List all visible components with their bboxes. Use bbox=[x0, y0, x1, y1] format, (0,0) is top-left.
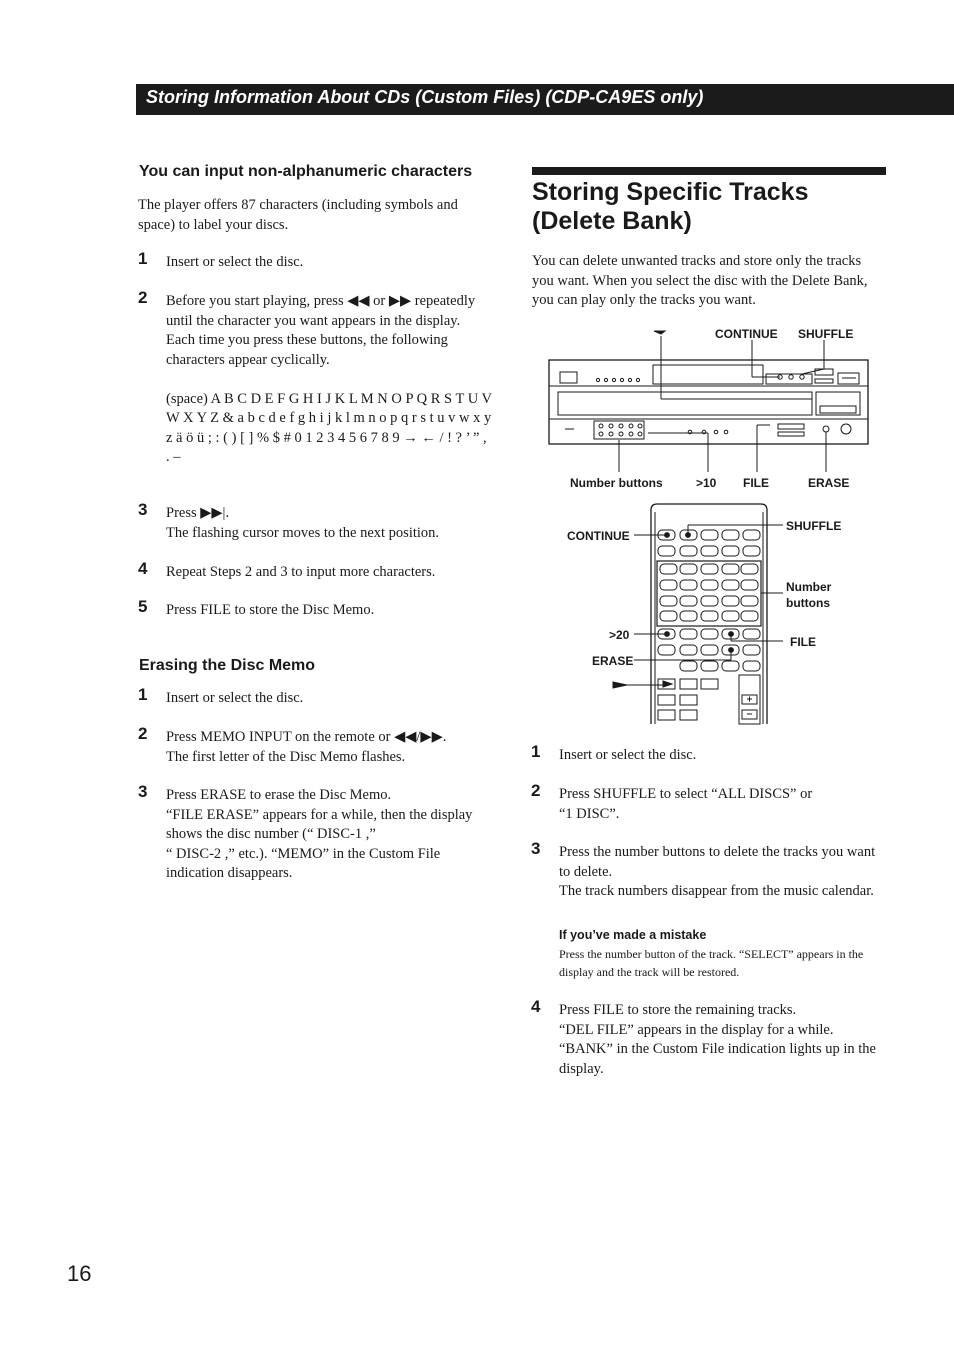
step-text: Repeat Steps 2 and 3 to input more characters. bbox=[166, 564, 436, 580]
page-title: Storing Specific Tracks (Delete Bank) bbox=[532, 178, 809, 235]
step-number: 2 bbox=[138, 288, 148, 307]
step-number: 4 bbox=[138, 559, 148, 578]
step-text: Press FILE to store the Disc Memo. bbox=[166, 602, 375, 618]
step-number: 1 bbox=[531, 742, 541, 761]
heading-non-alphanumeric: You can input non-alphanumeric characters bbox=[139, 163, 473, 180]
step-number: 5 bbox=[138, 597, 148, 616]
label-continue-player: CONTINUE bbox=[715, 327, 778, 341]
heading-erasing-disc-memo: Erasing the Disc Memo bbox=[139, 657, 316, 674]
step-number: 3 bbox=[138, 500, 148, 519]
label-number-buttons-player: Number buttons bbox=[570, 476, 663, 490]
step-number: 3 bbox=[531, 839, 541, 858]
remote-control-illustration bbox=[613, 504, 783, 724]
right-intro: You can delete unwanted tracks and store only the tracks you want. When you select the disc with the Delete Bank, you can play only the tracks you want. bbox=[532, 253, 868, 308]
step-number: 1 bbox=[138, 249, 148, 268]
step-text: Press the number buttons to delete the tracks you want to delete. The track numbers disappear from the music calendar. bbox=[559, 844, 876, 899]
step-number: 3 bbox=[138, 782, 148, 801]
label-erase-remote: ERASE bbox=[592, 654, 634, 668]
label-erase-player: ERASE bbox=[808, 476, 850, 490]
step-text: Before you start playing, press ◀◀ or ▶▶ repeatedly until the character you want appears in the display. Each time you press these buttons, the following characters appear cyclically. (space) A B C D E F G H I J K L M N O P Q R S T U V W X Y Z & a b c d e f g h i j k l m n o p q r s t u v w x y z ä ö ü ; : ( ) [ ] % $ # 0 1 2 3 4 5 6 7 8 9 → ← / ! ? ’ ” , . – bbox=[166, 293, 492, 465]
step-text: Press ▶▶|. The flashing cursor moves to the next position. bbox=[166, 505, 440, 541]
cd-player-illustration bbox=[549, 331, 868, 472]
step-text: Press FILE to store the remaining tracks. “DEL FILE” appears in the display for a while. “BANK” in the Custom File indication lights up in the display. bbox=[559, 1002, 876, 1077]
label-file-player: FILE bbox=[743, 476, 769, 490]
label-gt10-player: >10 bbox=[696, 476, 717, 490]
note-heading: If you’ve made a mistake bbox=[559, 928, 707, 942]
step-text: Insert or select the disc. bbox=[166, 254, 304, 270]
step-number: 2 bbox=[138, 724, 148, 743]
banner-title: Storing Information About CDs (Custom Files) (CDP-CA9ES only) bbox=[146, 87, 704, 107]
step-text: Press SHUFFLE to select “ALL DISCS” or “1 DISC”. bbox=[559, 786, 813, 822]
step-text: Insert or select the disc. bbox=[559, 747, 697, 763]
step-text: Press MEMO INPUT on the remote or ◀◀/▶▶. The first letter of the Disc Memo flashes. bbox=[166, 729, 447, 765]
left-intro: The player offers 87 characters (including symbols and space) to label your discs. bbox=[138, 197, 458, 233]
label-number-buttons-remote: Number buttons bbox=[786, 580, 832, 610]
note-text: Press the number button of the track. “SELECT” appears in the display and the track will be restored. bbox=[559, 947, 864, 979]
label-gt20-remote: >20 bbox=[609, 628, 630, 642]
label-shuffle-remote: SHUFFLE bbox=[786, 519, 842, 533]
step-text: Press ERASE to erase the Disc Memo. “FILE ERASE” appears for a while, then the display shows the disc number (“ DISC-1 ,” “ DISC-2 ,” etc.). “MEMO” in the Custom File indication disappears. bbox=[166, 787, 473, 881]
step-number: 4 bbox=[531, 997, 541, 1016]
label-continue-remote: CONTINUE bbox=[567, 529, 630, 543]
step-text: Insert or select the disc. bbox=[166, 690, 304, 706]
step-number: 2 bbox=[531, 781, 541, 800]
page-number: 16 bbox=[67, 1261, 92, 1286]
label-shuffle-player: SHUFFLE bbox=[798, 327, 854, 341]
step-number: 1 bbox=[138, 685, 148, 704]
label-file-remote: FILE bbox=[790, 635, 816, 649]
